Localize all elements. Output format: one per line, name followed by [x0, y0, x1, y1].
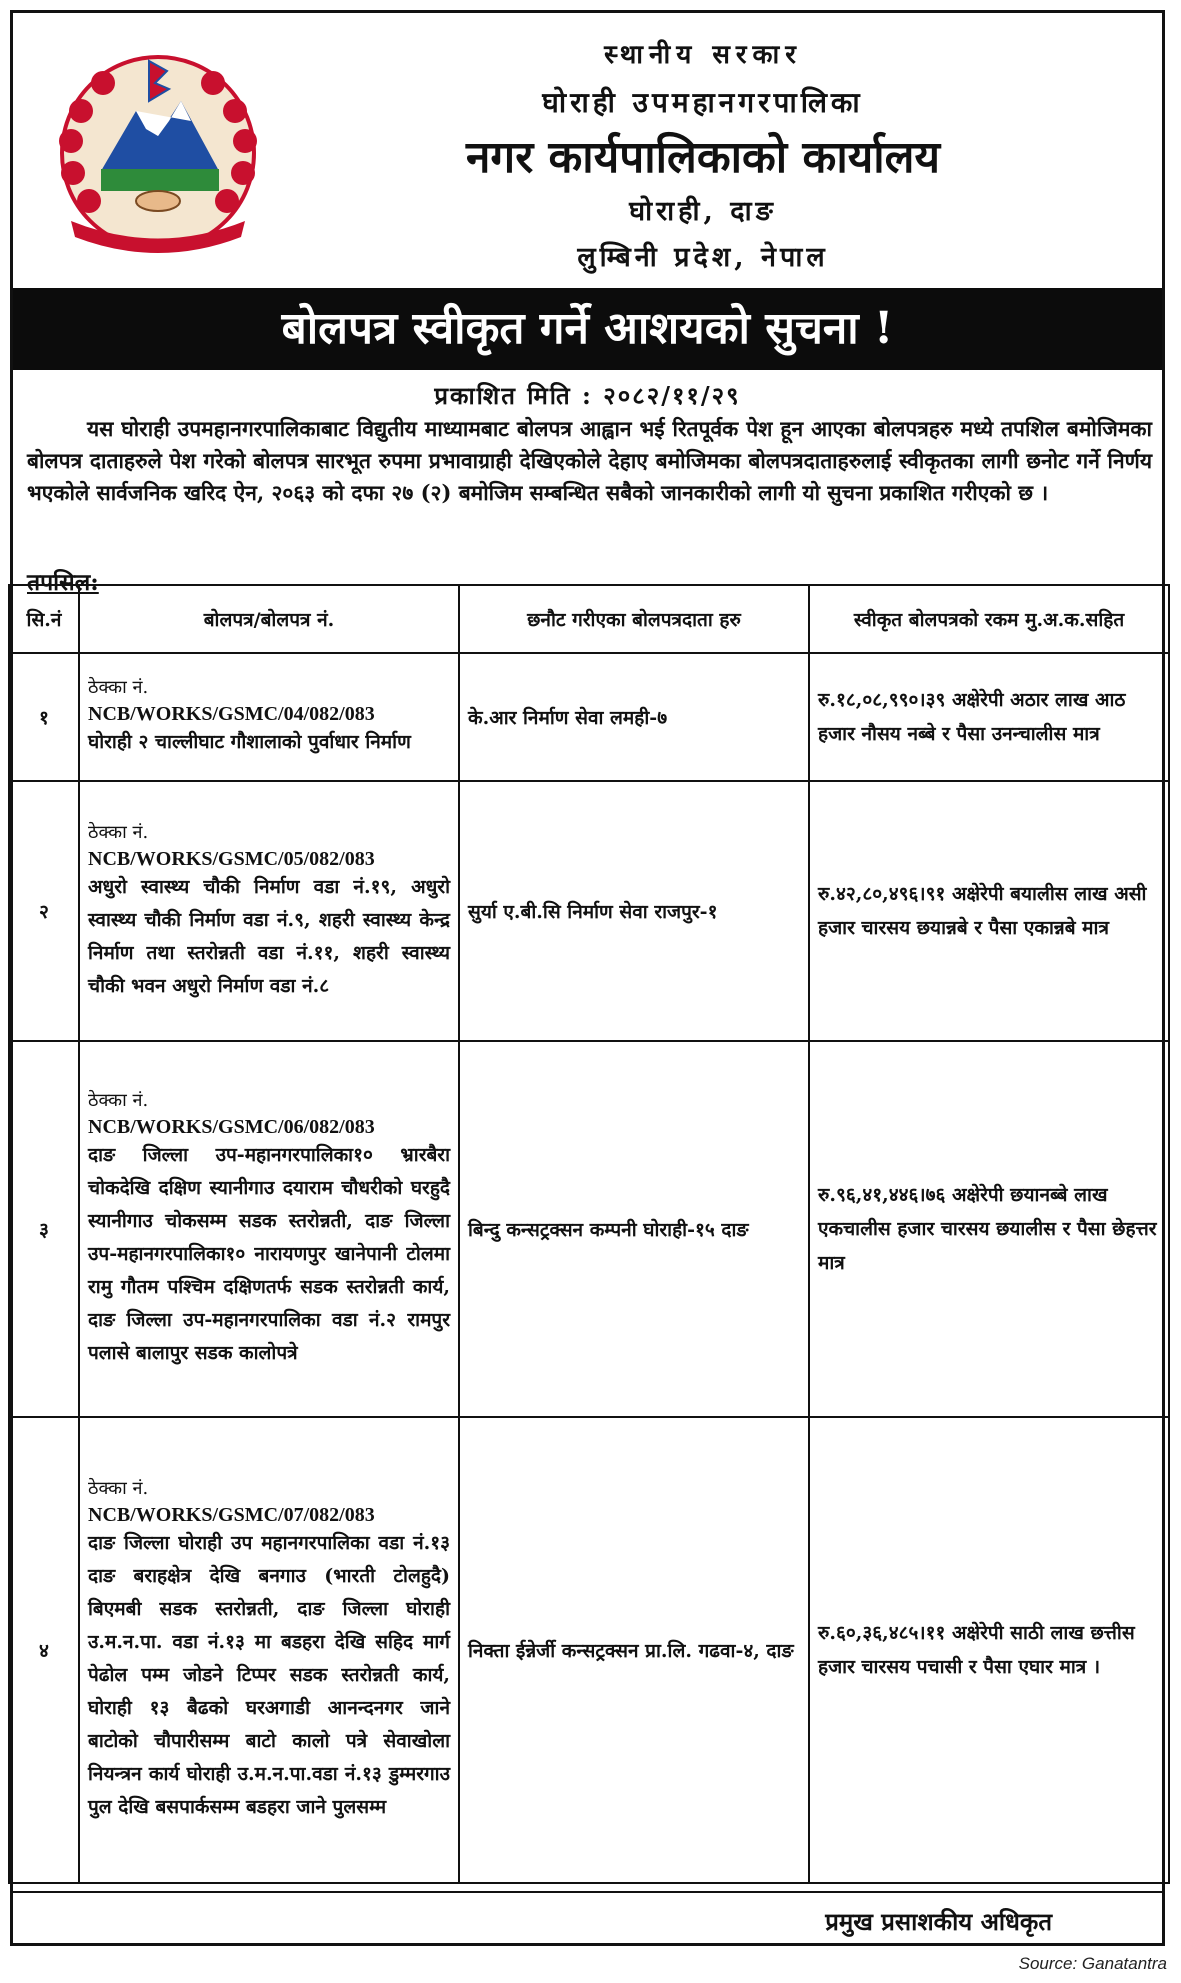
- row-amount: रु.९६,४१,४४६।७६ अक्षेरेपी छयानब्बे लाख एकचालीस हजार चारसय छयालीस र पैसा छेहत्तर मात्र: [809, 1041, 1169, 1417]
- row-serial: ३: [9, 1041, 79, 1417]
- table-row: [9, 1417, 1169, 1883]
- header-amount: स्वीकृत बोलपत्रको रकम मु.अ.क.सहित: [809, 585, 1169, 653]
- tender-number: NCB/WORKS/GSMC/05/082/083: [88, 847, 375, 870]
- header: [13, 13, 1162, 283]
- header-line-province: लुम्बिनी प्रदेश, नेपाल: [577, 242, 829, 273]
- row-serial: ४: [9, 1417, 79, 1883]
- signature-title: प्रमुख प्रसाशकीय अधिकृत: [825, 1907, 1052, 1936]
- row-serial: २: [9, 781, 79, 1041]
- row-bidder: निक्ता ईन्नेर्जी कन्सट्रक्सन प्रा.लि. गढवा-४, दाङ: [459, 1417, 809, 1883]
- tender-table: [8, 584, 1170, 1884]
- row-amount: रु.४२,८०,४९६।९१ अक्षेरेपी बयालीस लाख असी हजार चारसय छयान्नबे र पैसा एकान्नबे मात्र: [809, 781, 1169, 1041]
- tender-label: ठेक्का नं.: [88, 821, 149, 843]
- row-amount: रु.१८,०८,९९०।३९ अक्षेरेपी अठार लाख आठ हजार नौसय नब्बे र पैसा उनन्चालीस मात्र: [809, 653, 1169, 781]
- details-label: तपसिल:: [27, 569, 99, 596]
- row-bidder: के.आर निर्माण सेवा लमही-७: [459, 653, 809, 781]
- table-header-row: [9, 585, 1169, 653]
- table-row: [9, 781, 1169, 1041]
- row-tender: [79, 781, 459, 1041]
- header-line-local-government: स्थानीय सरकार: [604, 40, 802, 70]
- tender-label: ठेक्का नं.: [88, 1478, 149, 1499]
- tender-description: घोराही २ चाल्लीघाट गौशालाको पुर्वाधार निर्माण: [88, 731, 411, 753]
- tender-description: अधुरो स्वास्थ्य चौकी निर्माण वडा नं.१९, अधुरो स्वास्थ्य चौकी निर्माण वडा नं.९, शहरी स्वास्थ्य केन्द्र निर्माण तथा स्तरोन्नती वडा नं.११, शहरी स्वास्थ्य चौकी भवन अधुरो निर्माण वडा नं.८: [88, 875, 450, 997]
- nepal-emblem-icon: [41, 41, 276, 261]
- tender-number: NCB/WORKS/GSMC/04/082/083: [88, 703, 375, 725]
- source-credit: Source: Ganatantra: [1018, 1954, 1167, 1973]
- tender-label: ठेक्का नं.: [88, 1090, 149, 1111]
- table-row: [9, 1041, 1169, 1417]
- row-amount: रु.६०,३६,४८५।११ अक्षेरेपी साठी लाख छत्तीस हजार चारसय पचासी र पैसा एघार मात्र ।: [809, 1417, 1169, 1883]
- tender-number: NCB/WORKS/GSMC/06/082/083: [88, 1116, 375, 1138]
- table-row: [9, 653, 1169, 781]
- row-tender: [79, 653, 459, 781]
- notice-title-banner: बोलपत्र स्वीकृत गर्ने आशयको सुचना !: [13, 288, 1162, 370]
- row-tender: [79, 1417, 459, 1883]
- tender-number: NCB/WORKS/GSMC/07/082/083: [88, 1504, 375, 1526]
- header-line-municipality: घोराही उपमहानगरपालिका: [542, 86, 864, 119]
- published-date: प्रकाशित मिति : २०८२/११/२९: [434, 381, 741, 410]
- row-bidder: बिन्दु कन्सट्रक्सन कम्पनी घोराही-१५ दाङ: [459, 1041, 809, 1417]
- intro-paragraph: यस घोराही उपमहानगरपालिकाबाट विद्युतीय माध्यामबाट बोलपत्र आह्वान भई रितपूर्वक पेश हून आएका बोलपत्रहरु मध्ये तपशिल बमोजिमका बोलपत्र दाताहरुले पेश गरेको बोलपत्र सारभूत रुपमा प्रभावाग्राही देखिएकोले देहाए बमोजिमका बोलपत्रदाताहरुलाई स्वीकृतका लागी छनोट गर्ने निर्णय भएकोले सार्वजनिक खरिद ऐन, २०६३ को दफा २७ (२) बमोजिम सम्बन्धित सबैको जानकारीको लागी यो सुचना प्रकाशित गरीएको छ ।: [27, 416, 1152, 505]
- row-tender: [79, 1041, 459, 1417]
- row-bidder: सुर्या ए.बी.सि निर्माण सेवा राजपुर-१: [459, 781, 809, 1041]
- tender-label: ठेक्का नं.: [88, 677, 149, 698]
- header-tender: बोलपत्र/बोलपत्र नं.: [79, 585, 459, 653]
- tender-description: दाङ जिल्ला उप-महानगरपालिका१० भ्रारबैरा चोकदेखि दक्षिण स्यानीगाउ दयाराम चौधरीको घरहुदै स्यानीगाउ चोकसम्म सडक स्तरोन्नती, दाङ जिल्ला उप-महानगरपालिका१० नारायणपुर खानेपानी टोलमा रामु गौतम पश्चिम दक्षिणतर्फ सडक स्तरोन्नती कार्य, दाङ जिल्ला उप-महानगरपालिका वडा नं.२ रामपुर पलासे बालापुर सडक कालोपत्रे: [88, 1144, 450, 1364]
- tender-description: दाङ जिल्ला घोराही उप महानगरपालिका वडा नं.१३ दाङ बराहक्षेत्र देखि बनगाउ (भारती टोलहुदै) बिएमबी सडक स्तरोन्नती, दाङ जिल्ला घोराही उ.म.न.पा. वडा नं.१३ मा बडहरा देखि सहिद मार्ग पेढोल पम्म जोडने टिप्पर सडक स्तरोन्नती कार्य, घोराही १३ बैढको घरअगाडी आनन्दनगर जाने बाटोको चौपारीसम्म बाटो कालो पत्रे सेवाखोला नियन्त्रन कार्य घोराही उ.म.न.पा.वडा नं.१३ डुम्मरगाउ पुल देखि बसपार्कसम्म बडहरा जाने पुलसम्म: [88, 1532, 450, 1818]
- header-serial: सि.नं: [9, 585, 79, 653]
- footer-divider: [13, 1891, 1162, 1893]
- row-serial: १: [9, 653, 79, 781]
- header-bidder: छनौट गरीएका बोलपत्रदाता हरु: [459, 585, 809, 653]
- header-line-office: नगर कार्यपालिकाको कार्यालय: [466, 132, 940, 183]
- header-line-location: घोराही, दाङ: [629, 196, 777, 227]
